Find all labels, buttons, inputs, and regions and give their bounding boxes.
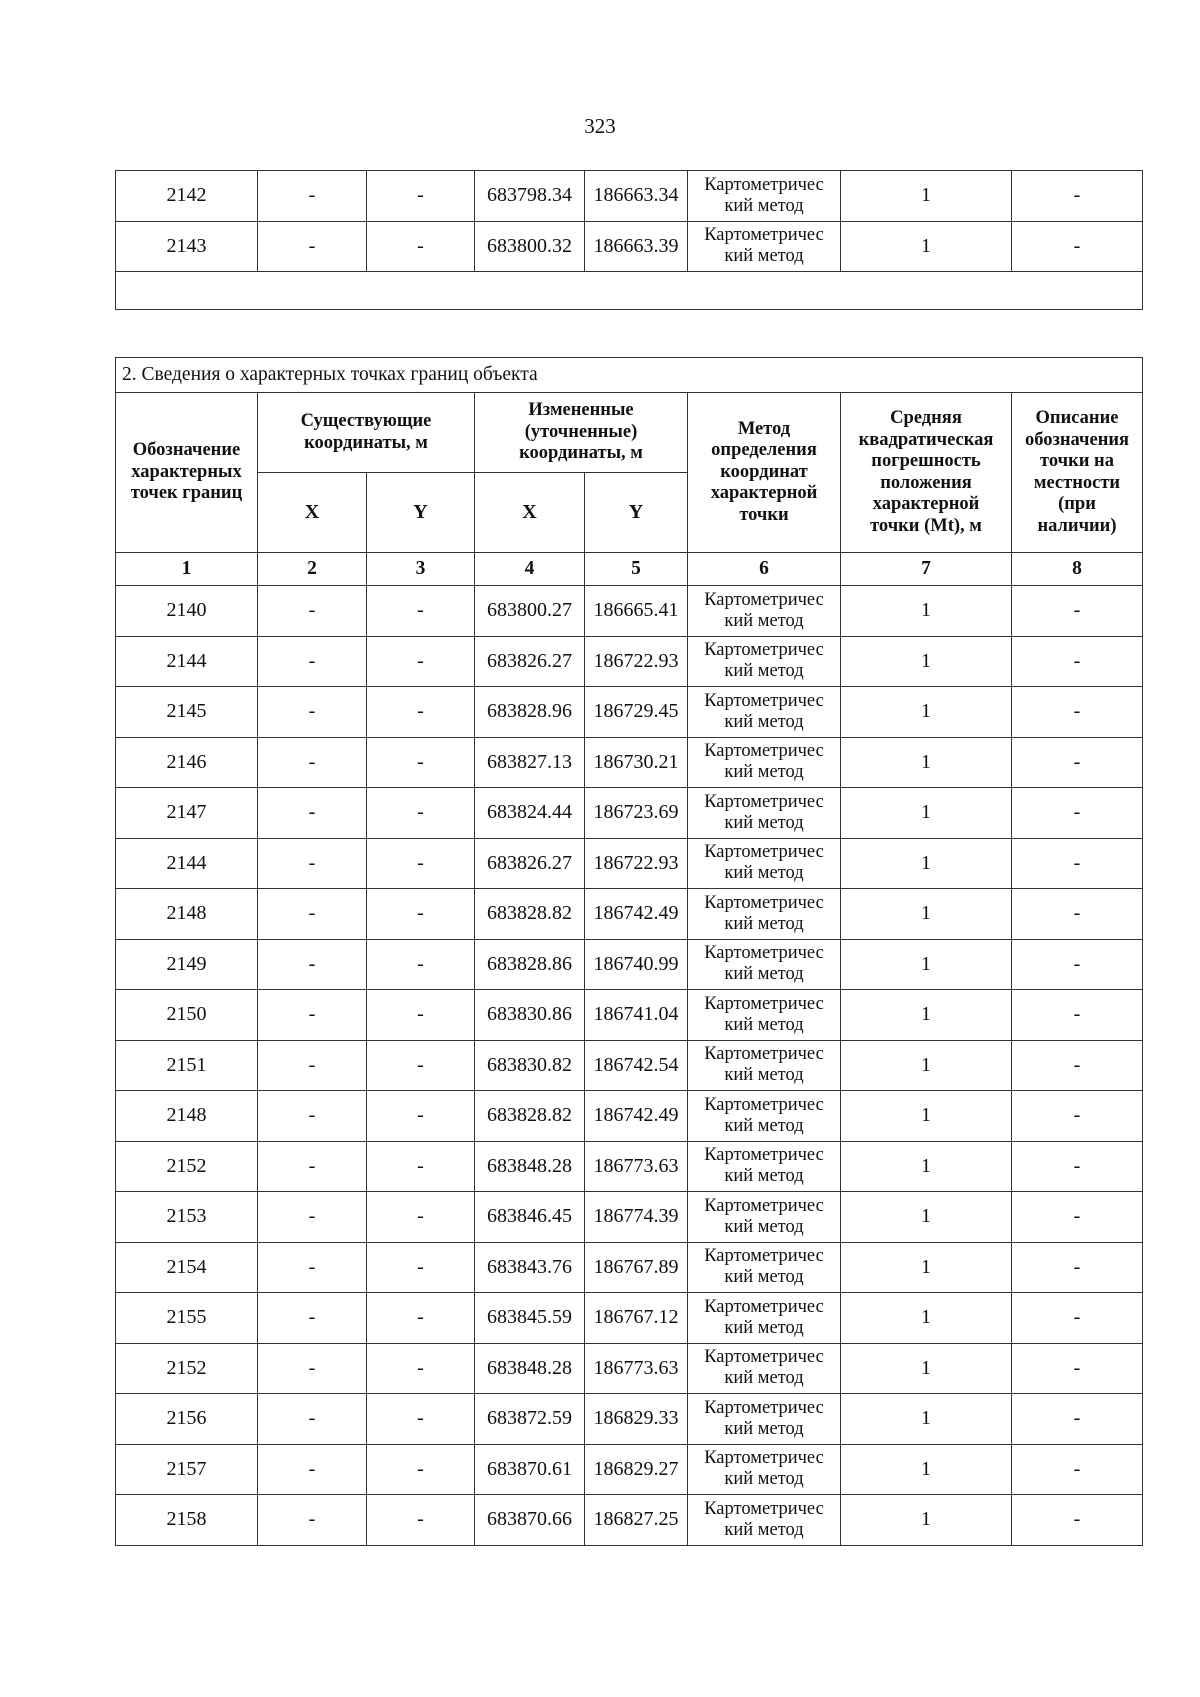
cell-new-x: 683826.27	[475, 636, 585, 687]
cell-exist-y: -	[367, 939, 475, 990]
section-title: 2. Сведения о характерных точках границ объекта	[116, 358, 1143, 393]
cell-accuracy: 1	[841, 1293, 1012, 1344]
cell-exist-x: -	[258, 838, 367, 889]
table-row	[116, 939, 1143, 990]
cell-accuracy: 1	[841, 737, 1012, 788]
cell-method	[688, 939, 841, 990]
cell-new-y: 186767.89	[585, 1242, 688, 1293]
column-number: 2	[258, 553, 367, 586]
table-row	[116, 1242, 1143, 1293]
cell-exist-x: -	[258, 1444, 367, 1495]
header-point-designation	[116, 393, 258, 553]
cell-accuracy: 1	[841, 838, 1012, 889]
method-text: Картометричес	[704, 174, 824, 195]
method-text: кий метод	[724, 1014, 804, 1035]
cell-new-x: 683846.45	[475, 1192, 585, 1243]
cell-exist-x: -	[258, 939, 367, 990]
table-row	[116, 636, 1143, 687]
cell-exist-y: -	[367, 1394, 475, 1445]
cell-exist-x: -	[258, 1192, 367, 1243]
cell-accuracy: 1	[841, 990, 1012, 1041]
cell-new-x: 683798.34	[475, 171, 585, 222]
cell-method	[688, 171, 841, 222]
cell-method	[688, 221, 841, 272]
cell-description: -	[1012, 1394, 1143, 1445]
cell-exist-x: -	[258, 1394, 367, 1445]
cell-description: -	[1012, 1242, 1143, 1293]
cell-new-x: 683848.28	[475, 1343, 585, 1394]
method-text: Картометричес	[704, 1397, 824, 1418]
page-number: 323	[584, 114, 616, 138]
table-row	[116, 1040, 1143, 1091]
cell-point: 2153	[116, 1192, 258, 1243]
cell-exist-x: -	[258, 221, 367, 272]
method-text: кий метод	[724, 1519, 804, 1540]
cell-new-x: 683870.61	[475, 1444, 585, 1495]
header-text: определения	[711, 440, 817, 461]
cell-point: 2148	[116, 889, 258, 940]
cell-exist-x: -	[258, 788, 367, 839]
header-description	[1012, 393, 1143, 553]
cell-description: -	[1012, 1293, 1143, 1344]
cell-exist-y: -	[367, 1495, 475, 1546]
cell-exist-y: -	[367, 1091, 475, 1142]
cell-description: -	[1012, 221, 1143, 272]
cell-accuracy: 1	[841, 171, 1012, 222]
header-existing-x: X	[258, 473, 367, 553]
cell-new-x: 683800.27	[475, 586, 585, 637]
cell-exist-x: -	[258, 1242, 367, 1293]
cell-method	[688, 1192, 841, 1243]
cell-method	[688, 1040, 841, 1091]
method-text: Картометричес	[704, 741, 824, 762]
cell-point: 2155	[116, 1293, 258, 1344]
header-text: положения	[880, 472, 972, 493]
cell-method	[688, 788, 841, 839]
header-accuracy	[841, 393, 1012, 553]
cell-exist-x: -	[258, 990, 367, 1041]
cell-point: 2151	[116, 1040, 258, 1091]
method-text: кий метод	[724, 610, 804, 631]
table-row	[116, 737, 1143, 788]
header-text: характерных	[131, 461, 242, 482]
boundary-points-table	[115, 357, 1143, 1546]
cell-new-y: 186663.39	[585, 221, 688, 272]
table-row	[116, 1343, 1143, 1394]
cell-new-y: 186730.21	[585, 737, 688, 788]
cell-exist-x: -	[258, 586, 367, 637]
cell-method	[688, 1394, 841, 1445]
header-text: точки на	[1040, 451, 1114, 471]
header-existing-coords	[258, 393, 475, 473]
method-text: кий метод	[724, 246, 804, 267]
table-row	[116, 1141, 1143, 1192]
cell-method	[688, 687, 841, 738]
cell-point: 2146	[116, 737, 258, 788]
header-text: координаты, м	[519, 443, 643, 464]
cell-exist-y: -	[367, 171, 475, 222]
cell-method	[688, 1495, 841, 1546]
column-numbers-row	[116, 553, 1143, 586]
cell-accuracy: 1	[841, 636, 1012, 687]
cell-method	[688, 1293, 841, 1344]
cell-exist-x: -	[258, 1293, 367, 1344]
cell-method	[688, 1242, 841, 1293]
column-number: 4	[475, 553, 585, 586]
cell-exist-x: -	[258, 1040, 367, 1091]
header-text: Существующие	[300, 411, 432, 431]
method-text: кий метод	[724, 661, 804, 682]
cell-new-y: 186665.41	[585, 586, 688, 637]
table-row	[116, 1192, 1143, 1243]
column-number: 7	[841, 553, 1012, 586]
cell-exist-y: -	[367, 1444, 475, 1495]
column-number: 3	[367, 553, 475, 586]
method-text: кий метод	[724, 1418, 804, 1439]
cell-exist-x: -	[258, 171, 367, 222]
cell-accuracy: 1	[841, 939, 1012, 990]
cell-new-y: 186829.33	[585, 1394, 688, 1445]
cell-new-y: 186722.93	[585, 636, 688, 687]
table-row	[116, 1495, 1143, 1546]
method-text: кий метод	[724, 1115, 804, 1136]
header-text: точки (Mt), м	[870, 515, 982, 536]
cell-point: 2145	[116, 687, 258, 738]
method-text: кий метод	[724, 812, 804, 833]
method-text: кий метод	[724, 195, 804, 216]
cell-method	[688, 636, 841, 687]
cell-exist-x: -	[258, 1091, 367, 1142]
cell-point: 2148	[116, 1091, 258, 1142]
method-text: Картометричес	[704, 1145, 824, 1166]
table-row	[116, 838, 1143, 889]
cell-new-x: 683828.86	[475, 939, 585, 990]
cell-accuracy: 1	[841, 586, 1012, 637]
method-text: кий метод	[724, 1368, 804, 1389]
method-text: кий метод	[724, 1166, 804, 1187]
method-text: Картометричес	[704, 589, 824, 610]
cell-new-y: 186722.93	[585, 838, 688, 889]
cell-description: -	[1012, 636, 1143, 687]
cell-point: 2152	[116, 1141, 258, 1192]
cell-new-y: 186827.25	[585, 1495, 688, 1546]
cell-exist-x: -	[258, 1495, 367, 1546]
method-text: Картометричес	[704, 842, 824, 863]
method-text: Картометричес	[704, 892, 824, 913]
header-text: характерной	[872, 494, 980, 514]
cell-new-x: 683830.86	[475, 990, 585, 1041]
cell-new-x: 683828.96	[475, 687, 585, 738]
header-method	[688, 393, 841, 553]
header-text: погрешность	[871, 451, 981, 471]
cell-point: 2158	[116, 1495, 258, 1546]
continuation-table-body	[116, 171, 1143, 272]
cell-exist-y: -	[367, 737, 475, 788]
cell-new-y: 186741.04	[585, 990, 688, 1041]
cell-method	[688, 737, 841, 788]
cell-point: 2142	[116, 171, 258, 222]
cell-point: 2144	[116, 636, 258, 687]
cell-point: 2150	[116, 990, 258, 1041]
continuation-table	[115, 170, 1143, 310]
cell-new-y: 186729.45	[585, 687, 688, 738]
cell-description: -	[1012, 1141, 1143, 1192]
cell-description: -	[1012, 838, 1143, 889]
cell-exist-y: -	[367, 636, 475, 687]
cell-accuracy: 1	[841, 1343, 1012, 1394]
cell-point: 2152	[116, 1343, 258, 1394]
cell-new-x: 683824.44	[475, 788, 585, 839]
header-text: (при	[1058, 494, 1096, 514]
cell-description: -	[1012, 737, 1143, 788]
cell-point: 2140	[116, 586, 258, 637]
cell-exist-y: -	[367, 687, 475, 738]
method-text: Картометричес	[704, 1448, 824, 1469]
method-text: кий метод	[724, 1216, 804, 1237]
cell-exist-y: -	[367, 838, 475, 889]
header-text: (уточненные)	[524, 421, 638, 442]
header-text: Описание	[1035, 408, 1119, 428]
cell-description: -	[1012, 586, 1143, 637]
method-text: кий метод	[724, 1065, 804, 1086]
header-text: местности	[1033, 472, 1121, 493]
cell-accuracy: 1	[841, 1394, 1012, 1445]
cell-accuracy: 1	[841, 1040, 1012, 1091]
boundary-points-table-body	[116, 586, 1143, 1546]
cell-new-x: 683828.82	[475, 889, 585, 940]
cell-accuracy: 1	[841, 1444, 1012, 1495]
cell-exist-x: -	[258, 1141, 367, 1192]
cell-accuracy: 1	[841, 1141, 1012, 1192]
cell-exist-x: -	[258, 889, 367, 940]
header-text: Метод	[737, 418, 791, 439]
cell-description: -	[1012, 1040, 1143, 1091]
cell-new-y: 186740.99	[585, 939, 688, 990]
cell-point: 2154	[116, 1242, 258, 1293]
header-text: Измененные	[528, 400, 634, 421]
cell-new-x: 683826.27	[475, 838, 585, 889]
cell-exist-x: -	[258, 687, 367, 738]
header-text: Обозначение	[132, 440, 241, 461]
cell-exist-y: -	[367, 1293, 475, 1344]
column-number: 6	[688, 553, 841, 586]
cell-new-x: 683800.32	[475, 221, 585, 272]
cell-point: 2143	[116, 221, 258, 272]
method-text: Картометричес	[704, 1498, 824, 1519]
header-text: точки	[739, 504, 789, 525]
cell-description: -	[1012, 1495, 1143, 1546]
cell-description: -	[1012, 939, 1143, 990]
cell-new-y: 186829.27	[585, 1444, 688, 1495]
cell-accuracy: 1	[841, 221, 1012, 272]
method-text: Картометричес	[704, 640, 824, 661]
method-text: кий метод	[724, 1469, 804, 1490]
cell-new-y: 186773.63	[585, 1343, 688, 1394]
cell-new-x: 683848.28	[475, 1141, 585, 1192]
cell-method	[688, 586, 841, 637]
cell-point: 2144	[116, 838, 258, 889]
header-text: координаты, м	[304, 432, 428, 453]
header-text: наличии)	[1037, 515, 1117, 536]
cell-exist-y: -	[367, 586, 475, 637]
header-text: точек границ	[130, 483, 243, 504]
header-text: Средняя	[890, 408, 962, 428]
cell-description: -	[1012, 1343, 1143, 1394]
cell-method	[688, 1141, 841, 1192]
cell-description: -	[1012, 990, 1143, 1041]
table-row	[116, 221, 1143, 272]
cell-method	[688, 889, 841, 940]
method-text: кий метод	[724, 1267, 804, 1288]
header-text: координат	[720, 461, 808, 482]
header-text: обозначения	[1024, 429, 1130, 450]
cell-description: -	[1012, 1091, 1143, 1142]
table-row	[116, 586, 1143, 637]
cell-point: 2157	[116, 1444, 258, 1495]
cell-new-y: 186723.69	[585, 788, 688, 839]
cell-description: -	[1012, 889, 1143, 940]
cell-method	[688, 1091, 841, 1142]
method-text: кий метод	[724, 863, 804, 884]
cell-new-y: 186742.49	[585, 1091, 688, 1142]
cell-description: -	[1012, 788, 1143, 839]
table-row	[116, 990, 1143, 1041]
cell-new-x: 683828.82	[475, 1091, 585, 1142]
method-text: кий метод	[724, 762, 804, 783]
cell-exist-y: -	[367, 1040, 475, 1091]
cell-description: -	[1012, 687, 1143, 738]
cell-exist-y: -	[367, 1141, 475, 1192]
method-text: Картометричес	[704, 1094, 824, 1115]
method-text: Картометричес	[704, 1195, 824, 1216]
cell-exist-y: -	[367, 889, 475, 940]
cell-accuracy: 1	[841, 788, 1012, 839]
method-text: кий метод	[724, 964, 804, 985]
header-changed-y: Y	[585, 473, 688, 553]
empty-cell	[116, 272, 1143, 310]
cell-new-y: 186767.12	[585, 1293, 688, 1344]
cell-exist-x: -	[258, 737, 367, 788]
header-text: характерной	[710, 483, 818, 504]
cell-accuracy: 1	[841, 1495, 1012, 1546]
method-text: Картометричес	[704, 943, 824, 964]
cell-method	[688, 1343, 841, 1394]
header-existing-y: Y	[367, 473, 475, 553]
header-changed-coords	[475, 393, 688, 473]
cell-description: -	[1012, 171, 1143, 222]
cell-description: -	[1012, 1192, 1143, 1243]
cell-new-x: 683843.76	[475, 1242, 585, 1293]
table-row	[116, 687, 1143, 738]
cell-method	[688, 990, 841, 1041]
cell-point: 2147	[116, 788, 258, 839]
cell-new-x: 683845.59	[475, 1293, 585, 1344]
table-row	[116, 1444, 1143, 1495]
method-text: Картометричес	[704, 690, 824, 711]
table-row	[116, 889, 1143, 940]
method-text: кий метод	[724, 1317, 804, 1338]
method-text: Картометричес	[704, 791, 824, 812]
table-row	[116, 1091, 1143, 1142]
method-text: Картометричес	[704, 993, 824, 1014]
method-text: кий метод	[724, 913, 804, 934]
table-row	[116, 1394, 1143, 1445]
cell-exist-y: -	[367, 1242, 475, 1293]
method-text: Картометричес	[704, 1246, 824, 1267]
method-text: Картометричес	[704, 1044, 824, 1065]
cell-accuracy: 1	[841, 889, 1012, 940]
cell-point: 2156	[116, 1394, 258, 1445]
table-row	[116, 788, 1143, 839]
cell-new-x: 683872.59	[475, 1394, 585, 1445]
cell-new-y: 186773.63	[585, 1141, 688, 1192]
cell-exist-y: -	[367, 1343, 475, 1394]
column-number: 8	[1012, 553, 1143, 586]
method-text: Картометричес	[704, 1296, 824, 1317]
cell-new-x: 683830.82	[475, 1040, 585, 1091]
cell-exist-x: -	[258, 636, 367, 687]
cell-new-x: 683827.13	[475, 737, 585, 788]
cell-exist-y: -	[367, 1192, 475, 1243]
cell-accuracy: 1	[841, 1192, 1012, 1243]
method-text: кий метод	[724, 711, 804, 732]
cell-accuracy: 1	[841, 1091, 1012, 1142]
cell-description: -	[1012, 1444, 1143, 1495]
header-changed-x: X	[475, 473, 585, 553]
cell-new-y: 186742.49	[585, 889, 688, 940]
cell-accuracy: 1	[841, 687, 1012, 738]
table-row	[116, 171, 1143, 222]
method-text: Картометричес	[704, 1347, 824, 1368]
method-text: Картометричес	[704, 225, 824, 246]
cell-exist-y: -	[367, 990, 475, 1041]
cell-accuracy: 1	[841, 1242, 1012, 1293]
column-number: 1	[116, 553, 258, 586]
empty-row	[116, 272, 1143, 310]
cell-method	[688, 838, 841, 889]
cell-new-y: 186742.54	[585, 1040, 688, 1091]
cell-new-x: 683870.66	[475, 1495, 585, 1546]
column-number: 5	[585, 553, 688, 586]
header-text: квадратическая	[858, 429, 994, 450]
cell-point: 2149	[116, 939, 258, 990]
cell-new-y: 186663.34	[585, 171, 688, 222]
cell-exist-x: -	[258, 1343, 367, 1394]
cell-new-y: 186774.39	[585, 1192, 688, 1243]
cell-method	[688, 1444, 841, 1495]
cell-exist-y: -	[367, 788, 475, 839]
cell-exist-y: -	[367, 221, 475, 272]
table-row	[116, 1293, 1143, 1344]
